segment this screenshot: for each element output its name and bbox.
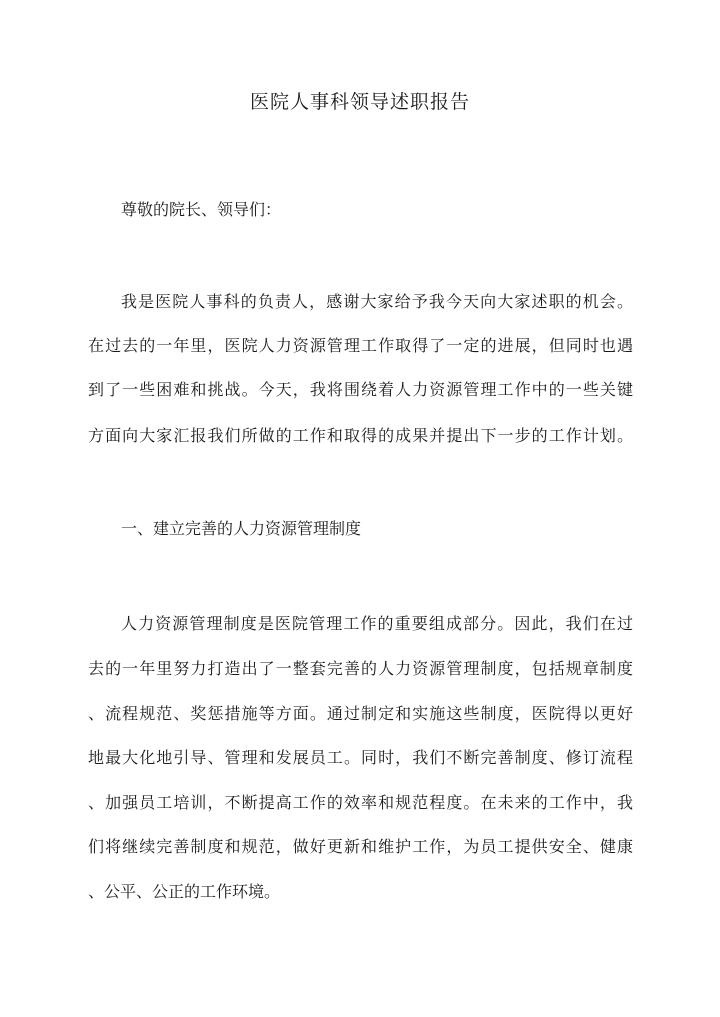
paragraph-line: 去的一年里努力打造出了一整套完善的人力资源管理制度，包括规章制度 bbox=[88, 659, 633, 678]
paragraph-line: 、流程规范、奖惩措施等方面。通过制定和实施这些制度，医院得以更好 bbox=[88, 704, 633, 723]
paragraph-line: 、加强员工培训，不断提高工作的效率和规范程度。在未来的工作中，我 bbox=[88, 793, 633, 812]
paragraph-line: 人力资源管理制度是医院管理工作的重要组成部分。因此，我们在过 bbox=[121, 614, 633, 633]
paragraph-line: 、公平、公正的工作环境。 bbox=[88, 882, 281, 901]
paragraph-line: 在过去的一年里，医院人力资源管理工作取得了一定的进展，但同时也遇 bbox=[88, 336, 633, 355]
paragraph-line: 到了一些困难和挑战。今天，我将围绕着人力资源管理工作中的一些关键 bbox=[88, 380, 633, 399]
paragraph-line: 我是医院人事科的负责人，感谢大家给予我今天向大家述职的机会。 bbox=[121, 292, 633, 311]
paragraph-line: 们将继续完善制度和规范，做好更新和维护工作，为员工提供安全、健康 bbox=[88, 837, 633, 856]
paragraph-line: 地最大化地引导、管理和发展员工。同时，我们不断完善制度、修订流程 bbox=[88, 748, 633, 767]
salutation: 尊敬的院长、领导们： bbox=[121, 200, 282, 219]
paragraph-line: 方面向大家汇报我们所做的工作和取得的成果并提出下一步的工作计划。 bbox=[88, 426, 633, 445]
document-title: 医院人事科领导述职报告 bbox=[249, 91, 470, 113]
section-heading: 一、建立完善的人力资源管理制度 bbox=[121, 519, 362, 538]
